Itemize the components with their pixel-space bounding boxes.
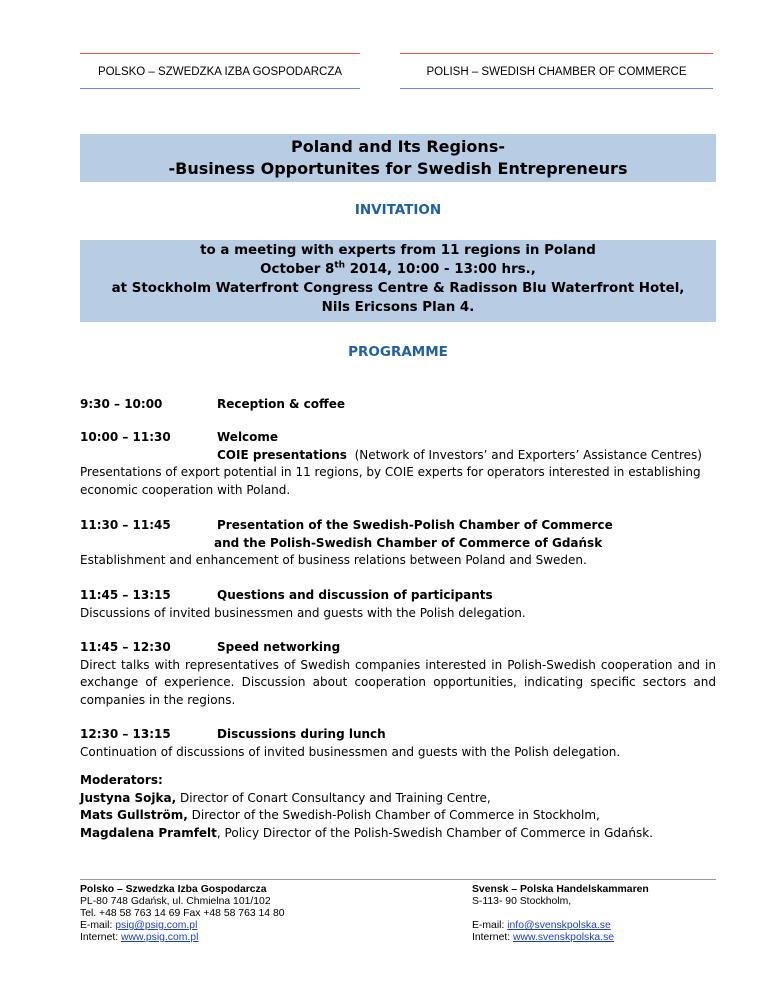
footer-left: Polsko – Szwedzka Izba Gospodarcza PL-80 748 Gdańsk, ul. Chmielna 101/102 Tel. +48 58 763 14 69 Fax +48 58 763 14 80 E-mail: psig@psig.com.pl Internet: www.psig.com.pl — [80, 884, 380, 944]
programme-heading-text: Discussions during lunch — [217, 727, 386, 741]
programme-time: 12:30 – 13:15 — [80, 727, 171, 741]
header-left — [80, 53, 360, 89]
header-left-text: POLSKO – SZWEDZKA IZBA GOSPODARCZA — [97, 66, 343, 78]
programme-description: Direct talks with representatives of Swedish companies interested in Polish-Swedish cooperation and in exchange of experience. Discussion about cooperation opportunities, indicating specific sectors and companies in the regions. — [80, 657, 716, 707]
programme-item — [80, 517, 716, 570]
programme-item — [80, 639, 716, 709]
moderator-item: Justyna Sojka, Director of Conart Consultancy and Training Centre, — [80, 790, 491, 805]
programme-item — [80, 429, 716, 499]
programme-item — [80, 587, 716, 622]
footer-left-org: Polsko – Szwedzka Izba Gospodarcza — [80, 884, 267, 895]
invitation-heading: INVITATION — [354, 202, 442, 218]
footer-left-email-link[interactable]: psig@psig.com.pl — [115, 920, 198, 931]
programme-heading-text: Presentation of the Swedish-Polish Chamber of Commerce — [217, 518, 613, 532]
footer-left-web-link[interactable]: www.psig.com.pl — [121, 932, 199, 943]
programme-subheading: COIE presentations — [217, 447, 347, 462]
footer-right-address: S-113- 90 Stockholm, — [472, 896, 572, 907]
invitation-line-1: to a meeting with experts from 11 regions in Poland — [200, 243, 596, 258]
footer-divider — [80, 879, 716, 880]
programme-heading-text: Speed networking — [217, 640, 341, 654]
header-red-rule — [80, 53, 360, 54]
programme-time: 10:00 – 11:30 — [80, 430, 171, 444]
moderators-label: Moderators: — [80, 773, 163, 787]
header-red-rule — [400, 53, 713, 54]
programme-description: Discussions of invited businessmen and guests with the Polish delegation. — [80, 605, 526, 620]
programme-description: Presentations of export potential in 11 regions, by COIE experts for operators interested in establishing economic cooperation with Poland. — [80, 465, 701, 497]
header-blue-rule — [400, 88, 713, 89]
title-band — [80, 134, 716, 182]
programme-time: 11:45 – 13:15 — [80, 588, 171, 602]
moderator-item: Mats Gullström, Director of the Swedish-Polish Chamber of Commerce in Stockholm, — [80, 808, 600, 822]
moderators — [80, 772, 720, 842]
footer-right: Svensk – Polska Handelskammaren S-113- 90 Stockholm, E-mail: info@svenskpolska.se Internet: www.svenskpolska.se — [472, 884, 722, 944]
programme-description: Establishment and enhancement of business relations between Poland and Sweden. — [80, 553, 587, 567]
moderator-item: Magdalena Pramfelt, Policy Director of the Polish-Swedish Chamber of Commerce in Gdańsk. — [80, 825, 653, 840]
footer-left-address: PL-80 748 Gdańsk, ul. Chmielna 101/102 — [80, 896, 271, 907]
title-line-1: Poland and Its Regions- — [291, 137, 505, 156]
programme-heading-text: Welcome — [217, 430, 279, 444]
invitation-date: October 8th 2014, 10:00 - 13:00 hrs., — [260, 260, 536, 277]
programme-heading: PROGRAMME — [348, 344, 448, 360]
programme-subheading-note: (Network of Investors’ and Exporters’ Assistance Centres) — [354, 447, 702, 462]
invitation-band — [80, 240, 716, 322]
programme-item — [80, 726, 716, 761]
programme-time: 11:30 – 11:45 — [80, 518, 171, 532]
invitation-address: Nils Ericsons Plan 4. — [321, 300, 475, 315]
invitation-venue: at Stockholm Waterfront Congress Centre & Radisson Blu Waterfront Hotel, — [111, 281, 685, 296]
header-right-text: POLISH – SWEDISH CHAMBER OF COMMERCE — [426, 66, 687, 78]
programme-heading-text: Reception & coffee — [217, 397, 346, 411]
programme-time: 9:30 – 10:00 — [80, 397, 163, 411]
header-right — [400, 53, 713, 89]
programme-description: Continuation of discussions of invited businessmen and guests with the Polish delegation. — [80, 744, 621, 759]
programme-heading-text-2: and the Polish-Swedish Chamber of Commerce of Gdańsk — [214, 535, 603, 550]
title-line-2: -Business Opportunites for Swedish Entrepreneurs — [168, 159, 628, 178]
programme-item — [80, 396, 716, 414]
footer-right-org: Svensk – Polska Handelskammaren — [472, 884, 649, 895]
footer-right-email-link[interactable]: info@svenskpolska.se — [507, 920, 611, 931]
header-blue-rule — [80, 88, 360, 89]
programme-time: 11:45 – 12:30 — [80, 640, 171, 654]
footer-left-phone: Tel. +48 58 763 14 69 Fax +48 58 763 14 80 — [80, 908, 285, 919]
programme-heading-text: Questions and discussion of participants — [217, 588, 493, 602]
footer-right-web-link[interactable]: www.svenskpolska.se — [513, 932, 615, 943]
